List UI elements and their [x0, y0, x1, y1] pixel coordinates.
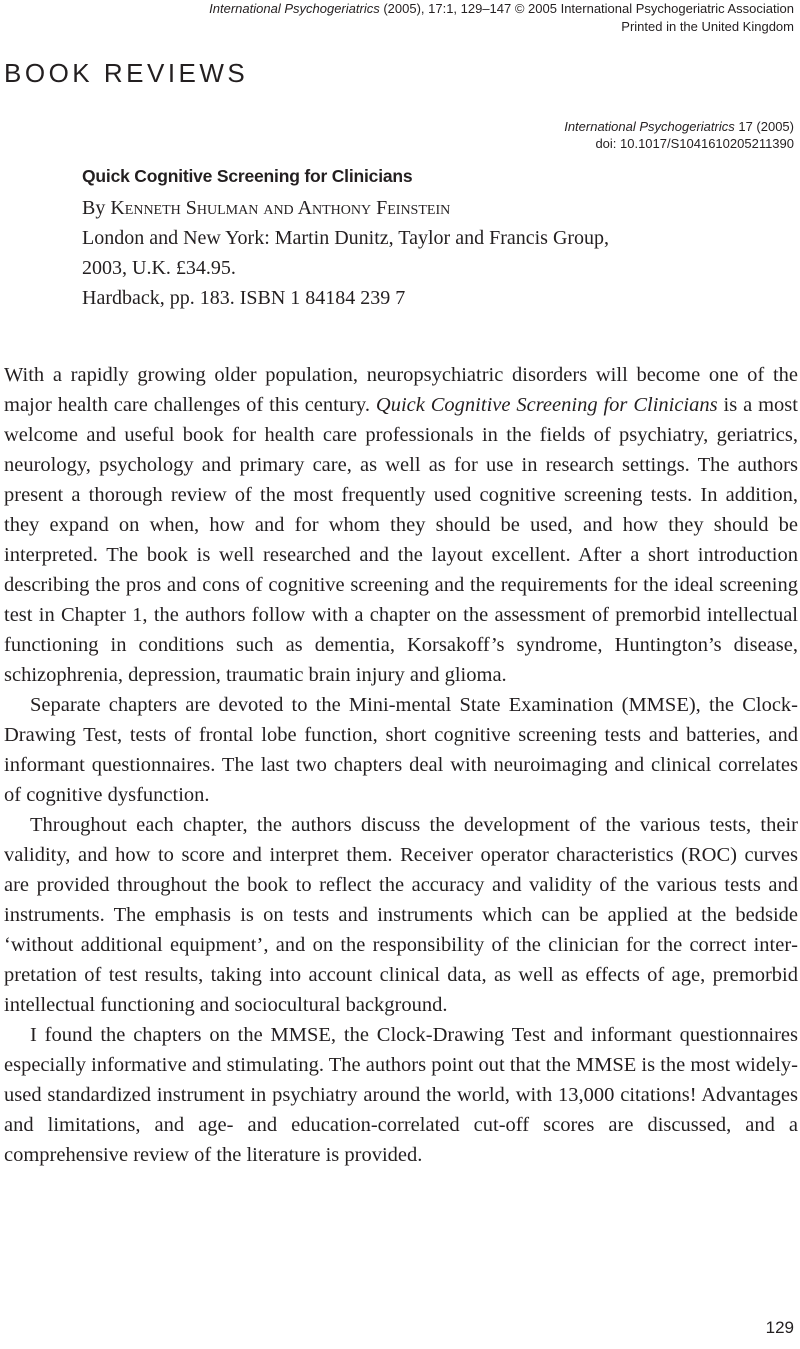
book-publisher-line-1: London and New York: Martin Dunitz, Taylor and Francis Group, [82, 227, 610, 249]
by-prefix: By [82, 197, 111, 219]
review-journal-name: International Psychogeriatrics [564, 119, 735, 134]
book-publisher-line-2: 2003, U.K. £34.95. [82, 257, 236, 279]
journal-header [209, 0, 794, 36]
book-format: Hardback, pp. 183. ISBN 1 84184 239 7 [82, 287, 406, 309]
journal-details: (2005), 17:1, 129–147 © 2005 International Psychogeriatric Association [379, 1, 794, 16]
review-paragraph-3: Throughout each chapter, the authors discuss the development of the various tests, their validity, and how to score and interpret them. Receiver operator characteristics (ROC) curves are provided throughout the book to reflect the accuracy and validity of the various tests and instruments. The emphasis is on tests and instruments which can be applied at the bedside ‘without additional equipment’, and on the responsibility of the clinician for the correct interpretation of test results, taking into account clinical data, as well as effects of age, premorbid intellectual functioning and sociocultural background. [4, 814, 798, 1016]
journal-name: International Psychogeriatrics [209, 1, 380, 16]
p1-intro: With a rapidly growing older population, neuropsychiatric disorders will become one of the major health care challenges of this century. [4, 364, 798, 416]
review-paragraph-1 [4, 360, 798, 690]
printed-in: Printed in the United Kingdom [621, 19, 794, 34]
review-paragraph-2: Separate chapters are devoted to the Mini-mental State Examination (MMSE), the Clock-Drawing Test, tests of frontal lobe function, short cognitive screening tests and batteries, and informant questionnaires. The last two chapters deal with neuroimaging and clinical correlates of cognitive dysfunction. [4, 694, 798, 806]
review-doi: doi: 10.1017/S1041610205211390 [595, 136, 794, 151]
book-authors [82, 193, 794, 223]
review-volume-year: 17 (2005) [734, 119, 794, 134]
book-title: Quick Cognitive Screening for Clinicians [82, 166, 413, 186]
review-journal-line [564, 118, 794, 135]
p1-book-title: Quick Cognitive Screening for Clinicians [375, 394, 718, 416]
review-paragraph-4: I found the chapters on the MMSE, the Clock-Drawing Test and informant questionnaires especially informative and stimulating. The authors point out that the MMSE is the most widely-used standardized instrument in psychiatry around the world, with 13,000 citations! Advantages and limitations, and age- and education-correlated cut-off scores are discussed, and a comprehensive review of the literature is provided. [4, 1024, 798, 1166]
journal-citation-line [209, 0, 794, 18]
book-info [82, 166, 794, 313]
page-number: 129 [765, 1318, 794, 1337]
section-title: BOOK REVIEWS [4, 58, 249, 88]
review-body [4, 360, 798, 1170]
p1-rest: is a most welcome and useful book for health care professionals in the fields of psychiatry, geriatrics, neurology, psychology and primary care, as well as for use in research settings. The authors present a thorough review of the most frequently used cognitive screening tests. In addition, they expand on when, how and for whom they should be used, and how they should be interpreted. The book is well researched and the layout excellent. After a short introduction describing the pros and cons of cognitive screening and the requirements for the ideal screening test in Chapter 1, the authors follow with a chapter on the assessment of premorbid intellectual functioning in conditions such as dementia, Korsakoff’s syndrome, Huntington’s disease, schizophrenia, depression, traumatic brain injury and glioma. [4, 394, 798, 686]
review-citation [564, 118, 794, 152]
author-names: Kenneth Shulman and Anthony Feinstein [110, 197, 451, 219]
